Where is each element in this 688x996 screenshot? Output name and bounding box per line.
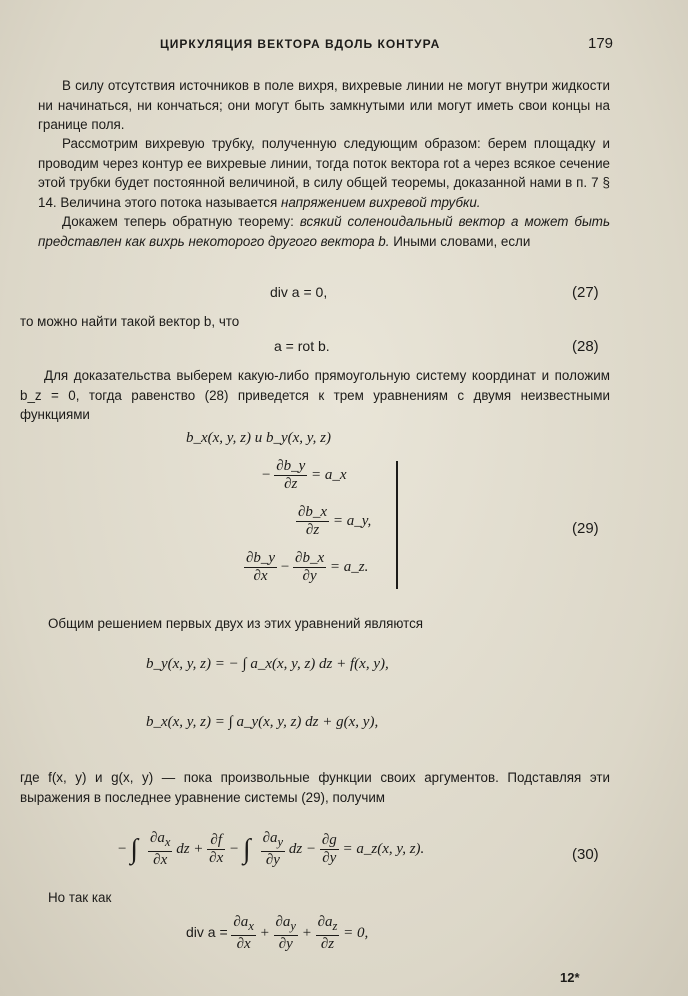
equation-30: − ∫ $\frac{\partial a_x}{\partial x}$ dz + $\frac{\partial f}{\partial x}$ − ∫ $\frac{\partial a_y}{\partial y}$ dz − $\frac{\partial g}{\partial y}$ = a_z(x, y, z). <box>118 830 425 868</box>
fraction-numerator: ∂b_x <box>298 504 328 520</box>
paragraph-text: Рассмотрим вихревую трубку, полученную следующим образом: берем площадку и проводим через контур ее вихревые линии, тогда поток вектора rot a через всякое сечение этой трубки будет постоянной величиной, в силу общей теоремы, доказанной нами в п. 7 § 14. Величина этого потока называется <box>38 136 610 210</box>
fraction-numerator: ∂b_y <box>246 550 276 566</box>
integral-sign: ∫ <box>130 833 138 865</box>
equation-28: a = rot b. <box>274 338 330 354</box>
divergence-equation: div a = $\frac{\partial a_x}{\partial x}$ + $\frac{\partial a_y}{\partial y}$ + $\frac{\partial a_z}{\partial z}$ = 0, <box>186 914 369 952</box>
system-eq-1: − $\frac{\partial b\_y}{\partial z}$ = a_x <box>262 458 347 492</box>
paragraph-text: Иными словами, если <box>389 233 531 249</box>
fraction-numerator: ∂b_x <box>295 550 325 566</box>
line-general-solution: Общим решением первых двух из этих уравнений являются <box>48 616 424 631</box>
integral-sign: ∫ <box>242 833 251 865</box>
rhs: = a_z(x, y, z). <box>342 840 425 857</box>
theorem-statement: всякий соленоидальный вектор a может быть представлен как вихрь некоторого другого вектора b. <box>38 214 610 249</box>
fraction-denominator: ∂x <box>253 568 268 584</box>
rhs: = a_z. <box>329 558 369 575</box>
rhs: = a_y, <box>332 512 372 529</box>
rhs: = 0, <box>343 924 369 941</box>
system-brace <box>396 461 401 589</box>
fraction-denominator: ∂z <box>284 476 298 492</box>
paragraph-text: Докажем теперь обратную теорему: <box>62 214 300 229</box>
equation-number-29: (29) <box>572 520 599 537</box>
page-header <box>0 37 688 57</box>
line-then: то можно найти такой вектор b, что <box>20 314 240 329</box>
running-title: ЦИРКУЛЯЦИЯ ВЕКТОРА ВДОЛЬ КОНТУРА <box>160 37 441 51</box>
system-eq-2 <box>296 504 371 539</box>
paragraph-substitution: где f(x, y) и g(x, y) — пока произвольные функции своих аргументов. Подставляя эти выражения в последнее уравнение системы (29), получим <box>20 770 610 805</box>
fraction-denominator: ∂z <box>305 522 320 538</box>
system-eq-3: $\frac{\partial b\_y}{\partial x}$ − $\frac{\partial b\_x}{\partial y}$ = a_z. <box>246 550 369 584</box>
solution-by: b_y(x, y, z) = − ∫ a_x(x, y, z) dz + f(x, y), <box>146 656 389 672</box>
line-but-since: Но так как <box>48 890 112 905</box>
signature-mark: 12* <box>560 970 580 985</box>
equation-number-28: (28) <box>572 338 599 355</box>
equation-number-30: (30) <box>572 846 599 863</box>
fraction-numerator: ∂b_y <box>276 458 306 474</box>
solution-bx: b_x(x, y, z) = ∫ a_y(x, y, z) dz + g(x, y), <box>146 714 379 730</box>
rhs: = a_x <box>311 466 347 483</box>
emphasis-term: напряжением вихревой трубки. <box>280 194 481 210</box>
equation-27: div a = 0, <box>270 284 328 300</box>
unknown-functions: b_x(x, y, z) и b_y(x, y, z) <box>186 430 331 446</box>
page-number: 179 <box>588 35 614 52</box>
lhs: div a = <box>186 923 228 940</box>
fraction-denominator: ∂y <box>302 568 317 584</box>
paragraph-proof: Для доказательства выберем какую-либо прямоугольную систему координат и положим b_z = 0, тогда равенство (28) приведется к трем уравнениям с двумя неизвестными функциями <box>20 368 610 422</box>
paragraph-vortex-tube <box>38 134 610 251</box>
equation-number-27: (27) <box>572 284 599 301</box>
paragraph-vortex-lines: В силу отсутствия источников в поле вихря, вихревые линии не могут внутри жидкости ни начинаться, ни кончаться; они могут быть замкнутыми или могут иметь свои концы на границе поля. <box>38 78 610 132</box>
